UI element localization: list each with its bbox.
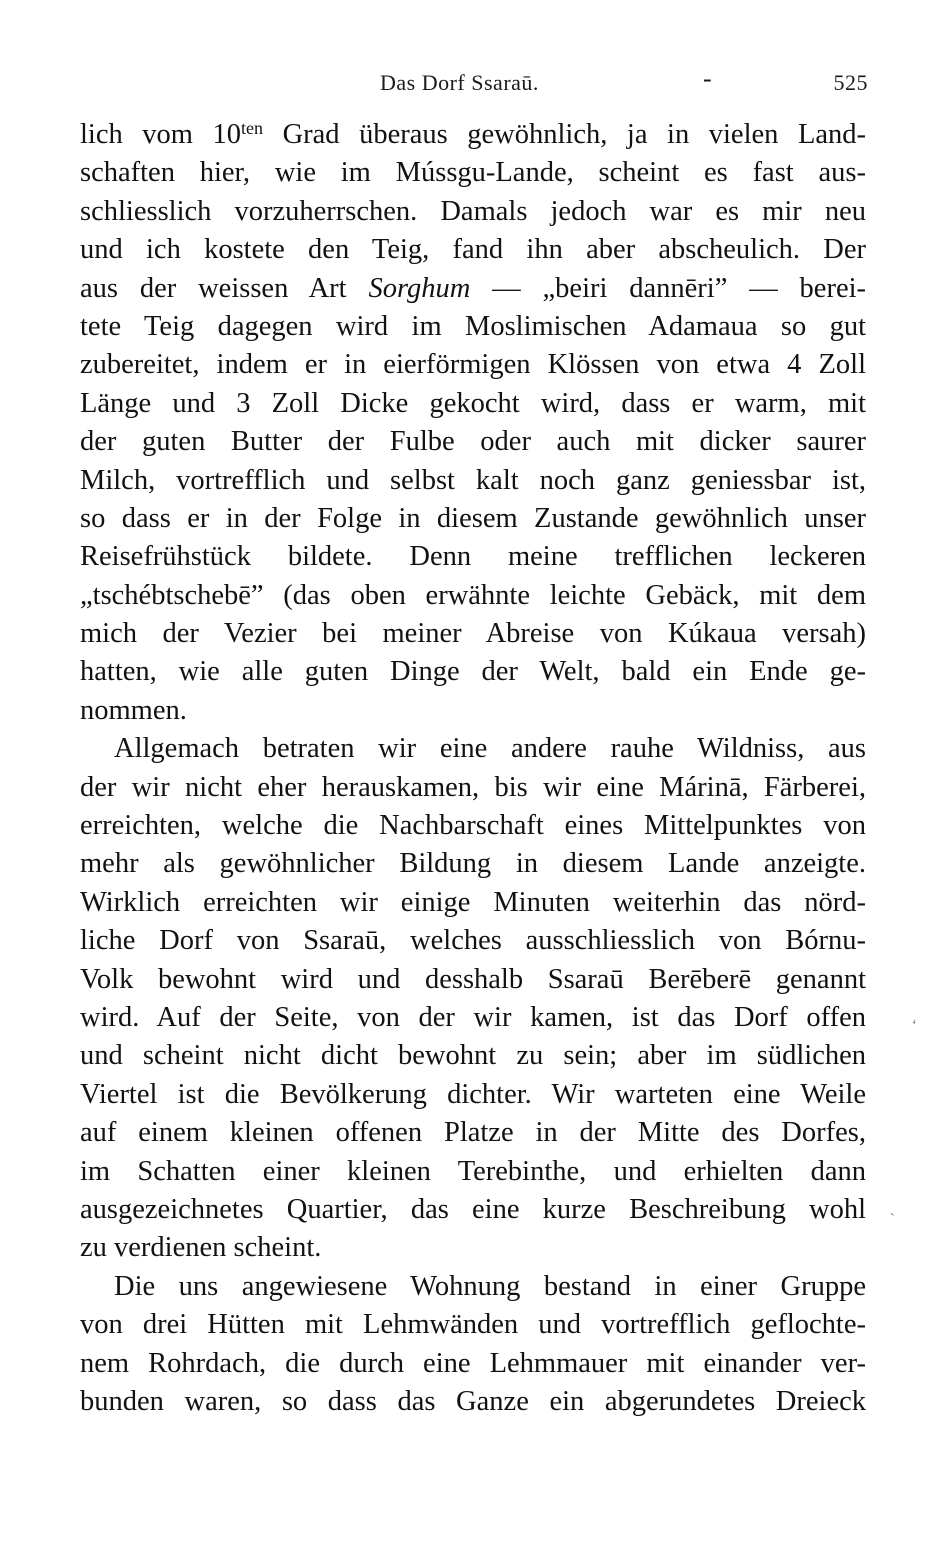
running-title: Das Dorf Ssaraū. bbox=[380, 70, 539, 95]
running-header bbox=[78, 66, 868, 100]
text-line: von drei Hütten mit Lehmwänden und vortrefflich geflochte- bbox=[80, 1309, 866, 1341]
text-line: Reisefrühstück bildete. Denn meine trefflichen leckeren bbox=[80, 541, 866, 573]
paragraph bbox=[80, 116, 866, 730]
page-number: 525 bbox=[833, 70, 868, 95]
text-line: mehr als gewöhnlicher Bildung in diesem Lande anzeigte. bbox=[80, 848, 866, 880]
text-line: und scheint nicht dicht bewohnt zu sein; aber im südlichen bbox=[80, 1040, 866, 1072]
text-line: so dass er in der Folge in diesem Zustande gewöhnlich unser bbox=[80, 502, 866, 534]
text-line: tete Teig dagegen wird im Moslimischen Adamaua so gut bbox=[80, 310, 866, 342]
text-line: nem Rohrdach, die durch eine Lehmmauer mit einander ver- bbox=[80, 1347, 866, 1379]
text-line: Volk bewohnt wird und desshalb Ssaraū Berēberē genannt bbox=[80, 963, 866, 995]
text-line: Allgemach betraten wir eine andere rauhe Wildniss, aus bbox=[114, 733, 866, 765]
text-line: der wir nicht eher herauskamen, bis wir eine Márinā, Färberei, bbox=[80, 771, 866, 803]
body-text bbox=[80, 116, 866, 1421]
text-line: erreichten, welche die Nachbarschaft eines Mittelpunktes von bbox=[80, 810, 866, 842]
print-speck: ˋ bbox=[890, 1212, 895, 1227]
text-line: nommen. bbox=[80, 694, 187, 726]
header-ornament: - bbox=[703, 64, 712, 93]
paragraph bbox=[80, 1268, 866, 1422]
text-line: der guten Butter der Fulbe oder auch mit dicker saurer bbox=[80, 426, 866, 458]
text-line: im Schatten einer kleinen Terebinthe, und erhielten dann bbox=[80, 1155, 866, 1187]
text-line: lich vom $10^{ten}$ Grad überaus gewöhnlich, ja in vielen Land- bbox=[80, 118, 866, 150]
text-line: auf einem kleinen offenen Platze in der Mitte des Dorfes, bbox=[80, 1117, 866, 1149]
text-line: schaften hier, wie im Mússgu-Lande, scheint es fast aus- bbox=[80, 157, 866, 189]
text-line: ausgezeichnetes Quartier, das eine kurze Beschreibung wohl bbox=[80, 1193, 866, 1225]
italic-term: Sorghum bbox=[368, 272, 471, 304]
text-line: wird. Auf der Seite, von der wir kamen, ist das Dorf offen bbox=[80, 1001, 866, 1033]
text-line: Viertel ist die Bevölkerung dichter. Wir warteten eine Weile bbox=[80, 1078, 866, 1110]
print-speck: ‘ bbox=[912, 1018, 917, 1033]
text-line: schliesslich vorzuherrschen. Damals jedoch war es mir neu bbox=[80, 195, 866, 227]
text-line: Wirklich erreichten wir einige Minuten weiterhin das nörd- bbox=[80, 886, 866, 918]
text-line: aus der weissen Art Sorghum — „beiri dannēri” — berei- bbox=[80, 272, 866, 304]
text-line: mich der Vezier bei meiner Abreise von Kúkaua versah) bbox=[80, 618, 866, 650]
text-line: und ich kostete den Teig, fand ihn aber abscheulich. Der bbox=[80, 234, 866, 266]
text-line: Milch, vortrefflich und selbst kalt noch ganz geniessbar ist, bbox=[80, 464, 866, 496]
superscript: ten bbox=[241, 118, 264, 138]
text-line: zu verdienen scheint. bbox=[80, 1232, 322, 1264]
paragraph bbox=[80, 730, 866, 1267]
text-line: Länge und 3 Zoll Dicke gekocht wird, dass er warm, mit bbox=[80, 387, 866, 419]
text-line: bunden waren, so dass das Ganze ein abgerundetes Dreieck bbox=[80, 1385, 866, 1417]
text-line: Die uns angewiesene Wohnung bestand in einer Gruppe bbox=[114, 1270, 866, 1302]
text-line: zubereitet, indem er in eierförmigen Klössen von etwa 4 Zoll bbox=[80, 349, 866, 381]
text-line: „tschébtschebē” (das oben erwähnte leichte Gebäck, mit dem bbox=[80, 579, 866, 611]
text-line: hatten, wie alle guten Dinge der Welt, bald ein Ende ge- bbox=[80, 656, 866, 688]
text-line: liche Dorf von Ssaraū, welches ausschliesslich von Bórnu- bbox=[80, 925, 866, 957]
